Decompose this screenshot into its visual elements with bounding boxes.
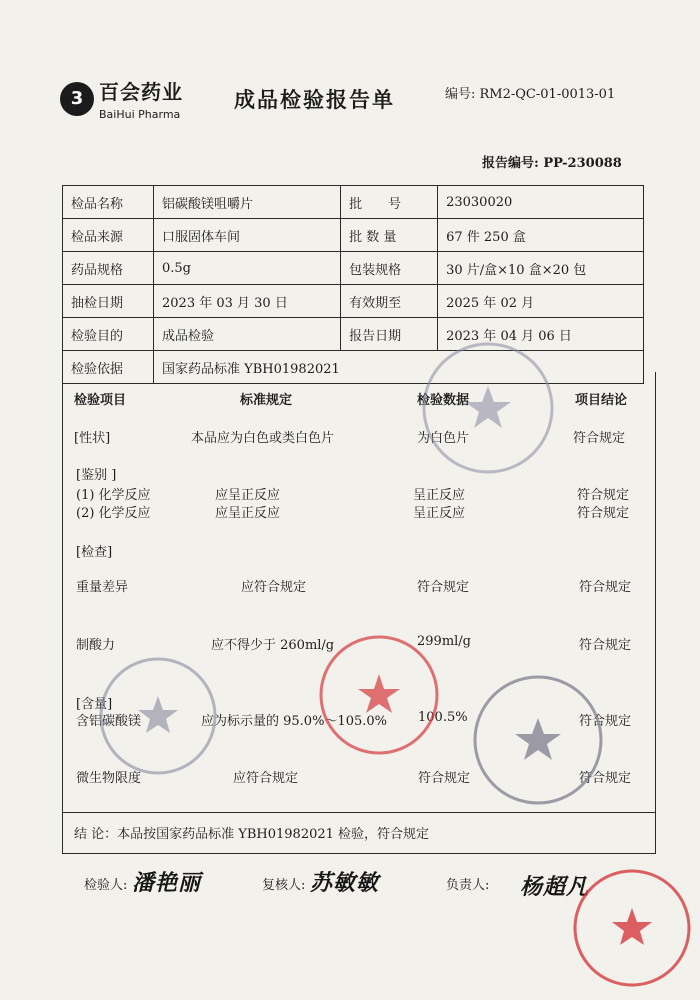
acid-standard: 应不得少于 260ml/g (211, 638, 335, 653)
company-qc-seal-2 (470, 672, 606, 808)
content-section: [含量] (76, 697, 113, 712)
reviewer-label: 复核人: (262, 878, 306, 893)
report-date-value: 2023 年 04 月 06 日 (438, 318, 644, 351)
traits-standard: 本品应为白色或类白色片 (191, 431, 335, 446)
acid-conclusion: 符合规定 (579, 638, 632, 653)
identify-2-item: (2) 化学反应 (76, 506, 151, 521)
acid-data: 299ml/g (417, 634, 471, 649)
inspector-signature: 潘艳丽 (132, 870, 202, 896)
assay-conclusion: 符合规定 (579, 714, 632, 729)
batch-label: 批 号 (341, 186, 438, 219)
header-data: 检验数据 (417, 393, 470, 408)
reviewer-signature: 苏敏敏 (310, 870, 380, 896)
pack-value: 30 片/盒×10 盒×20 包 (438, 252, 644, 285)
info-row (63, 219, 644, 252)
expiry-value: 2025 年 02 月 (438, 285, 644, 318)
info-row (63, 252, 644, 285)
purpose-value: 成品检验 (154, 318, 341, 351)
assay-item: 含铝碳酸镁 (76, 714, 142, 729)
micro-conclusion: 符合规定 (579, 771, 632, 786)
manager-label: 负责人: (446, 878, 490, 893)
seal-graphic (570, 866, 694, 990)
document-code: 编号: RM2-QC-01-0013-01 (445, 87, 616, 102)
weight-data: 符合规定 (417, 580, 470, 595)
traits-conclusion: 符合规定 (573, 431, 626, 446)
header-conclusion: 项目结论 (575, 393, 628, 408)
micro-item: 微生物限度 (76, 771, 142, 786)
quantity-label: 批 数 量 (341, 219, 438, 252)
identify-2-standard: 应呈正反应 (215, 506, 281, 521)
jiangsu-qm-seal-1 (96, 654, 220, 778)
traits-data: 为白色片 (417, 431, 470, 446)
traits-section: [性状] (74, 431, 111, 446)
logo-chinese-name: 百会药业 (99, 80, 183, 104)
inspector-label: 检验人: (84, 878, 128, 893)
identify-section: [鉴别 ] (76, 468, 117, 483)
identify-2-data: 呈正反应 (413, 506, 466, 521)
source-value: 口服固体车间 (154, 219, 341, 252)
seal-graphic (470, 672, 606, 808)
identify-1-item: (1) 化学反应 (76, 488, 151, 503)
company-qc-seal (418, 338, 558, 478)
manager-signature: 杨超凡 (520, 874, 590, 900)
spec-value: 0.5g (154, 252, 341, 285)
weight-standard: 应符合规定 (241, 580, 307, 595)
identify-1-standard: 应呈正反应 (215, 488, 281, 503)
header-item: 检验项目 (74, 393, 127, 408)
assay-standard: 应为标示量的 95.0%～105.0% (201, 714, 387, 729)
acid-item: 制酸力 (76, 638, 116, 653)
jiangsu-qm-red-seal (570, 866, 694, 990)
identify-1-conclusion: 符合规定 (577, 488, 630, 503)
company-logo (60, 76, 183, 121)
batch-value: 23030020 (438, 186, 644, 219)
product-value: 铝碳酸镁咀嚼片 (154, 186, 341, 219)
weight-item: 重量差异 (76, 580, 129, 595)
weight-conclusion: 符合规定 (579, 580, 632, 595)
spec-label: 药品规格 (63, 252, 154, 285)
identify-2-conclusion: 符合规定 (577, 506, 630, 521)
source-label: 检品来源 (63, 219, 154, 252)
product-label: 检品名称 (63, 186, 154, 219)
document-title: 成品检验报告单 (234, 88, 395, 112)
micro-data: 符合规定 (418, 771, 471, 786)
micro-standard: 应符合规定 (233, 771, 299, 786)
conclusion-divider (63, 812, 655, 813)
expiry-label: 有效期至 (341, 285, 438, 318)
logo-english-name: BaiHui Pharma (99, 108, 181, 121)
sample-date-label: 抽检日期 (63, 285, 154, 318)
pack-label: 包装规格 (341, 252, 438, 285)
info-row (63, 186, 644, 219)
basis-value: 国家药品标准 YBH01982021 (154, 351, 644, 384)
jiangsu-red-seal (316, 632, 442, 758)
seal-graphic (418, 338, 558, 478)
seal-graphic (316, 632, 442, 758)
check-section: [检查] (76, 545, 113, 560)
report-number: 报告编号: PP-230088 (482, 156, 622, 171)
basis-label: 检验依据 (63, 351, 154, 384)
report-date-label: 报告日期 (341, 318, 438, 351)
purpose-label: 检验目的 (63, 318, 154, 351)
assay-data: 100.5% (418, 710, 468, 725)
identify-1-data: 呈正反应 (413, 488, 466, 503)
seal-graphic (96, 654, 220, 778)
sample-date-value: 2023 年 03 月 30 日 (154, 285, 341, 318)
info-row (63, 285, 644, 318)
quantity-value: 67 件 250 盒 (438, 219, 644, 252)
final-conclusion: 结 论：本品按国家药品标准 YBH01982021 检验，符合规定 (74, 827, 430, 842)
logo-mark-icon: 3 (60, 82, 94, 116)
header-standard: 标准规定 (240, 393, 293, 408)
